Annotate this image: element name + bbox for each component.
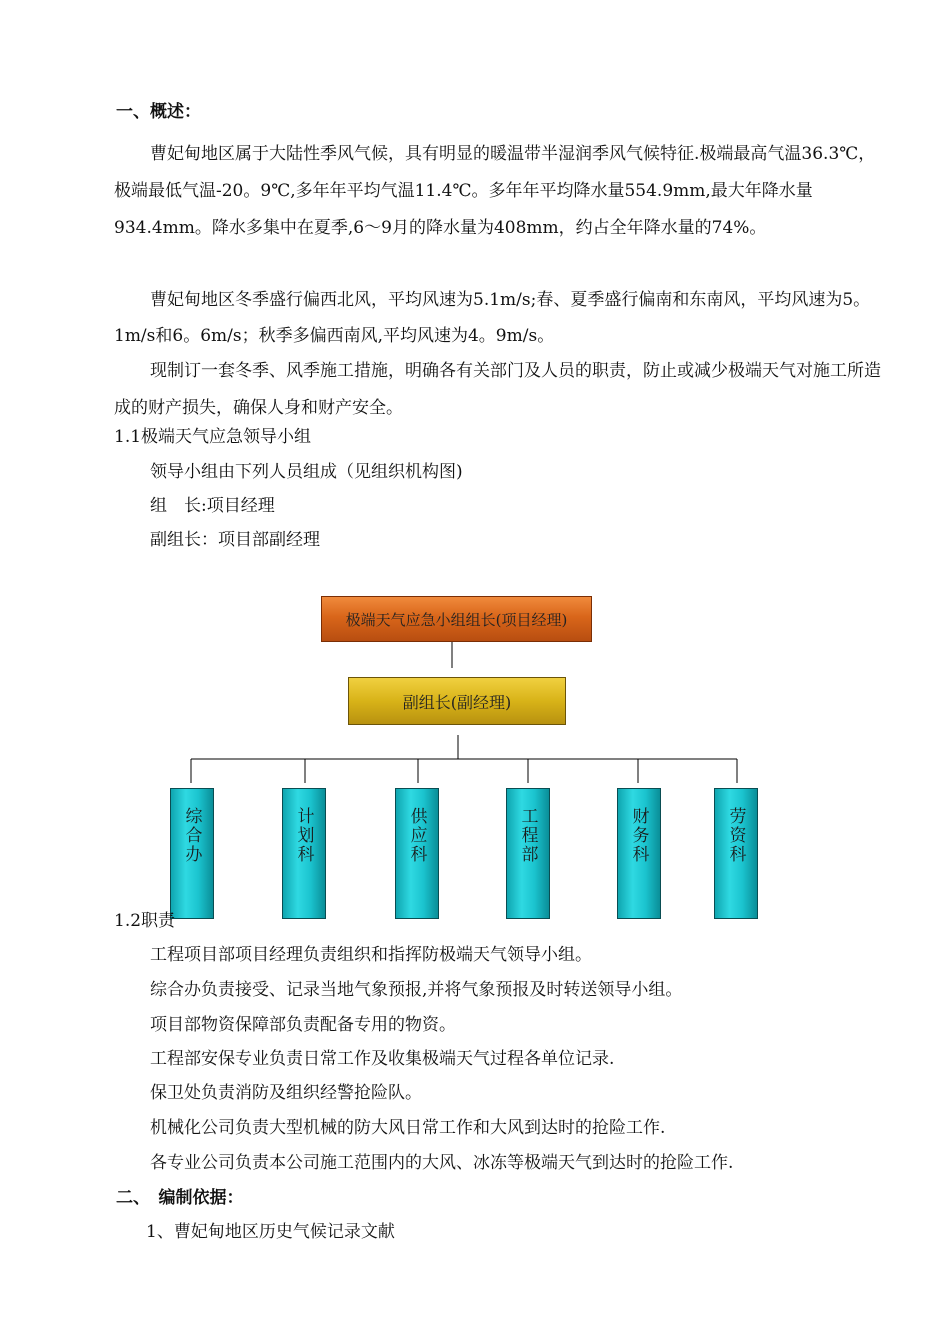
duty-item: 项目部物资保障部负责配备专用的物资。 <box>150 1015 456 1035</box>
dept-box-general-office <box>170 788 214 919</box>
dept-box-labor <box>714 788 758 919</box>
org-leader-box <box>321 596 592 642</box>
org-deputy-box <box>348 677 566 725</box>
dept-label: 计划科 <box>293 807 314 864</box>
paragraph-climate: 曹妃甸地区属于大陆性季风气候，具有明显的暖温带半湿润季风气候特征.极端最高气温36.3℃，极端最低气温-20。9℃,多年年平均气温11.4℃。多年年平均降水量554.9mm,最大年降水量934.4mm。降水多集中在夏季,6～9月的降水量为408mm，约占全年降水量的74%。 <box>114 144 876 238</box>
duty-item: 保卫处负责消防及组织经警抢险队。 <box>150 1083 422 1103</box>
duty-item: 综合办负责接受、记录当地气象预报,并将气象预报及时转送领导小组。 <box>150 980 683 1000</box>
dept-box-finance <box>617 788 661 919</box>
dept-box-supply <box>395 788 439 919</box>
dept-label: 供应科 <box>406 807 427 864</box>
group-deputy: 副组长：项目部副经理 <box>150 530 320 550</box>
duty-item: 各专业公司负责本公司施工范围内的大风、冰冻等极端天气到达时的抢险工作. <box>150 1153 734 1173</box>
duty-item: 工程项目部项目经理负责组织和指挥防极端天气领导小组。 <box>150 945 592 965</box>
subsection-heading-duties: 1.2职责 <box>114 911 176 931</box>
paragraph-wind: 曹妃甸地区冬季盛行偏西北风，平均风速为5.1m/s;春、夏季盛行偏南和东南风，平均风速为5。1m/s和6。6m/s；秋季多偏西南风,平均风速为4。9m/s。 <box>114 290 871 346</box>
duty-item: 机械化公司负责大型机械的防大风日常工作和大风到达时的抢险工作. <box>150 1118 666 1138</box>
group-leader: 组 长:项目经理 <box>150 496 275 516</box>
dept-label: 综合办 <box>181 807 202 864</box>
basis-item: 1、曹妃甸地区历史气候记录文献 <box>146 1222 395 1242</box>
duty-item: 工程部安保专业负责日常工作及收集极端天气过程各单位记录. <box>150 1049 615 1069</box>
org-leader-label: 极端天气应急小组组长(项目经理) <box>345 610 568 629</box>
section-heading-basis: 二、 编制依据： <box>116 1188 244 1208</box>
section-heading: 一、概述： <box>116 102 201 122</box>
paragraph-purpose: 现制订一套冬季、风季施工措施，明确各有关部门及人员的职责，防止或减少极端天气对施工所造成的财产损失，确保人身和财产安全。 <box>114 361 881 418</box>
dept-box-planning <box>282 788 326 919</box>
org-deputy-label: 副组长(副经理) <box>402 692 512 712</box>
dept-label: 工程部 <box>517 807 538 864</box>
dept-label: 劳资科 <box>725 807 746 864</box>
subsection-heading-group: 1.1极端天气应急领导小组 <box>114 427 312 447</box>
dept-box-engineering <box>506 788 550 919</box>
dept-label: 财务科 <box>628 807 649 864</box>
group-intro: 领导小组由下列人员组成（见组织机构图) <box>150 462 463 482</box>
